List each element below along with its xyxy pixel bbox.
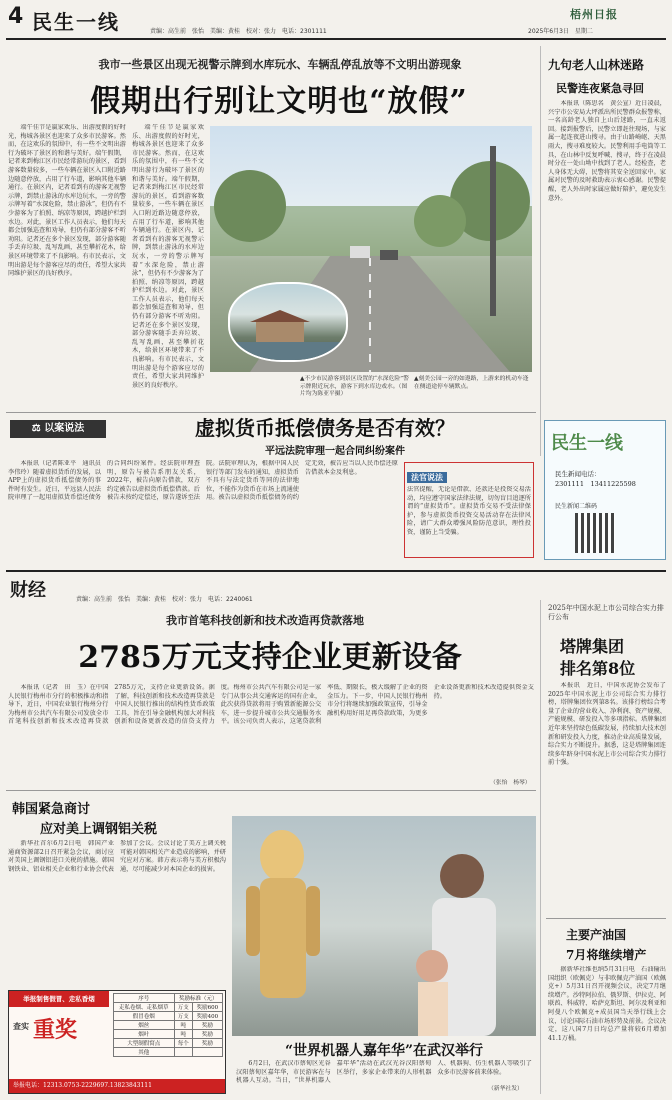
lead-body-cont	[132, 124, 204, 410]
pavilion-illustration	[230, 284, 348, 362]
tobacco-ad	[8, 990, 226, 1094]
lead-headline: 假期出行别让文明也“放假”	[90, 84, 468, 119]
robot-and-visitors-illustration	[232, 816, 536, 1036]
finance-rule	[6, 570, 666, 572]
reward-cell: 奖励	[192, 1030, 222, 1039]
right-top-headline-2: 民警连夜紧急寻回	[556, 82, 644, 95]
judge-sidebar-body: 法官提醒，无论是借款、还款还是投资交易活动，均应遵守国家法律法规，切勿盲目追逐所谓的“虚拟货币”。虚拟货币交易不受法律保护，参与虚拟货币投资交易活动存在法律风险，请广大群众增强风险防范意识，理性投资，谨防上当受骗。	[407, 486, 531, 536]
finance-editors: 责编：高生前 张怡 美编：黄桂 校对：张力 电话：2240061	[76, 596, 253, 603]
ranking-headline-2: 排名第8位	[560, 659, 636, 678]
tobacco-ad-label: 查实	[13, 1021, 29, 1031]
qr-label: 民生新闻二维码	[555, 503, 598, 510]
reward-cell: 吨	[174, 1030, 192, 1039]
section-title: 民生一线	[32, 10, 120, 34]
hotline-label: 民生新闻电话：	[555, 470, 601, 478]
table-row	[114, 1048, 223, 1057]
reward-cell: 万支	[174, 1012, 192, 1021]
reward-cell: 奖励400	[192, 1012, 222, 1021]
reward-cell: 吨	[174, 1021, 192, 1030]
reward-cell: 奖励	[192, 1021, 222, 1030]
editors-line: 责编：高生前 张怡 美编：黄桂 校对：张力 电话：2301111	[150, 28, 327, 35]
law-body-text: 本报讯（记者陈亚平 通讯员李伟玲）随着虚拟货币的发展，以APP上的虚拟货币抵偿债务的事件时有发生。近日，平远县人民法院审理了一起用虚拟货币偿还债务的合同纠纷案件。经法院审理查明，原告与被告系朋友关系，2022年，被告向原告借款，双方约定被告以虚拟货币抵偿借款。后被告未按约定偿还，原告遂诉至法院。法院审理认为，根据中国人民银行等部门发布的通知，虚拟货币不具有与法定货币等同的法律地位，不能作为货币在市场上流通使用。被告以虚拟货币抵偿债务的约定无效，被告应当以人民币偿还原告借款本金及利息。	[8, 460, 398, 502]
reward-cell	[192, 1048, 222, 1057]
header-rule	[6, 38, 666, 40]
opec-body	[548, 966, 666, 1094]
law-column-tag	[10, 420, 106, 438]
table-row	[114, 1021, 223, 1030]
lead-body-text: 端午佳节是嬴家欢乐、出游度假的好时光，梅城各景区也迎来了众多市民游客。然而，在这欢乐的氛围中，有一些不文明出游行为破坏了景区的和谐与美好。端午假期，记者来到梅江区市民经常游玩的景区，看到游客数量较多，一些车辆在景区入口附近路边随意停放，占用了行车道，影响其他车辆通行。在景区内，记者看到有的游客无视警示牌，到禁止游泳的水库边玩水，一旁的警示牌写着“水深危险，禁止游泳”，但仍有不少游客为了拍照、纳凉等原因，跨越护栏到水边。对此，景区工作人员表示，他们每天都会加强巡查和劝导，但仍有部分游客不听劝阻。记者还在多个景区发现，部分游客随手丢弃垃圾、乱写乱画，甚至攀折花木，给景区环境带来了不良影响。有市民表示，文明出游是每个游客应尽的责任，希望大家共同维护景区的良好秩序。	[8, 124, 126, 278]
qr-code-icon[interactable]	[575, 513, 615, 553]
page-header	[0, 0, 672, 40]
reward-cell: 其他	[114, 1048, 175, 1057]
korea-body	[8, 840, 226, 984]
robot-body-text: 6月2日，在武汉市蔡甸区光谷汉阳蔡甸区嘉年华，市民游客在与机器人互动。当日，“世界机器人嘉年华”活动在武汉光谷汉阳蔡甸区举行，多家企业带来的人形机器人、机器狗、仿生机器人等吸引了众多市民游客前来体验。	[236, 1060, 532, 1085]
right-column-divider	[540, 600, 541, 1094]
finance-body	[8, 684, 534, 784]
table-row	[114, 1003, 223, 1012]
table-row	[114, 1030, 223, 1039]
ranking-kicker: 2025年中国水泥上市公司综合实力排行公布	[548, 604, 664, 621]
reward-cell: 万支	[174, 1003, 192, 1012]
korea-headline-1: 韩国紧急商讨	[12, 802, 91, 817]
opec-headline-1: 主要产油国	[566, 928, 627, 942]
reward-cell: 大型制假窝点	[114, 1039, 175, 1048]
page-number: 4	[8, 4, 24, 29]
finance-headline: 2785万元支持企业更新设备	[78, 640, 462, 675]
lead-kicker: 我市一些景区出现无视警示牌到水库玩水、车辆乱停乱放等不文明出游现象	[98, 58, 462, 71]
reward-cell: 奖励	[192, 1039, 222, 1048]
reward-th-0: 序号	[114, 994, 175, 1003]
finance-body-text: 本报讯（记者 田 玉）在中国人民银行梅州市分行的积极推动和指导下，近日，中国农业银行梅州分行为梅州市公共汽车有限公司发放全市首笔科技创新和技术改造再贷款2785万元，支持企业更新设备。据了解，科技创新和技术改造再贷款是中国人民银行推出的结构性货币政策工具，旨在引导金融机构加大对科技创新和设备更新改造的信贷支持力度。梅州市公共汽车有限公司是一家专门从事公共交通客运的国有企业，此次获得贷款将用于购置新能源公交车，进一步提升城市公共交通服务水平。该公司负责人表示，这笔贷款利率低、期限长，极大缓解了企业的资金压力。下一步，中国人民银行梅州市分行将继续加强政策宣传，引导金融机构用好用足再贷款政策，为更多企业设备更新和技术改造提供资金支持。	[8, 684, 534, 726]
lead-photo-caption-1: ▲刻美公园一旁的如遨路，上游来的机动车逢在侧道途停车辆默点。	[414, 376, 529, 390]
korea-headline-2: 应对美上调钢铝关税	[40, 822, 158, 837]
right-top-headline-1: 九句老人山林迷路	[548, 58, 645, 72]
reward-cell: 走私卷烟、走私烟草	[114, 1003, 175, 1012]
opec-headline-2: 7月将继续增产	[566, 948, 647, 962]
opec-body-text: 据新华社维也纳5月31日电 石油输出国组织（欧佩克）与非欧佩克产油国（欧佩克+）5月31日召开视频会议，决定7月继续增产。沙特阿拉伯、俄罗斯、伊拉克、阿联酋、科威特、哈萨克斯坦、阿尔及利亚和阿曼八个欧佩克+成员国当天举行线上会议，讨论国际石油市场形势及前景。会议决定，这八国7月日均总产量将较6月增加41.1万桶。	[548, 966, 666, 1042]
table-row	[114, 1012, 223, 1021]
reward-cell: 每个	[174, 1039, 192, 1048]
right-top-body	[548, 100, 666, 372]
reward-table	[113, 993, 223, 1057]
hotline-title: 民生一线	[551, 433, 623, 454]
newspaper-logo: 梧州日报	[570, 8, 618, 21]
tobacco-ad-reward: 重奖	[33, 1017, 78, 1043]
ranking-body-text: 本报讯 近日，中国水泥协会发布了2025年中国水泥上市公司综合实力排行榜，塔牌集团位列第8名。该排行榜综合考量了企业的营业收入、净利润、资产规模、产能规模、研发投入等多项指标。塔牌集团近年来坚持绿色低碳发展，持续加大技术创新和研发投入力度，推动企业高质量发展，综合实力不断提升。据悉，这是塔牌集团连续多年跻身中国水泥上市公司综合实力排行前十强。	[548, 682, 666, 767]
ranking-headline-1: 塔牌集团	[560, 637, 625, 656]
lead-body-cont-text: 端午佳节是嬴家欢乐、出游度假的好时光，梅城各景区也迎来了众多市民游客。然而，在这欢乐的氛围中，有一些不文明出游行为破坏了景区的和谐与美好。端午假期，记者来到梅江区市民经常游玩的景区，看到游客数量较多，一些车辆在景区入口附近路边随意停放，占用了行车道，影响其他车辆通行。在景区内，记者看到有的游客无视警示牌，到禁止游泳的水库边玩水，一旁的警示牌写着“水深危险，禁止游泳”，但仍有不少游客为了拍照、纳凉等原因，跨越护栏到水边。对此，景区工作人员表示，他们每天都会加强巡查和劝导，但仍有部分游客不听劝阻。记者还在多个景区发现，部分游客随手丢弃垃圾、乱写乱画，甚至攀折花木，给景区环境带来了不良影响。有市民表示，文明出游是每个游客应尽的责任，希望大家共同维护景区的良好秩序。	[132, 124, 204, 389]
reward-th-1: 奖励标准（元）	[174, 994, 222, 1003]
table-row	[114, 1039, 223, 1048]
judge-sidebar	[404, 462, 534, 558]
lead-photo-caption-2: ▲不少市民游客到景区设置的“水深危险”警示牌附近玩水，游客下到水库边戏水。（图片均为陈亚平摄）	[300, 376, 409, 398]
hotline-tel: 2301111 13411225598	[555, 480, 636, 488]
hotline-box	[544, 420, 666, 560]
finance-note: （张怡 杨琴）	[490, 780, 531, 786]
reward-table-header	[114, 994, 223, 1003]
issue-date: 2025年6月3日 星期二	[528, 28, 593, 35]
reward-cell: 烟叶	[114, 1030, 175, 1039]
law-subhead: 平远法院审理一起合同纠纷案件	[265, 446, 405, 457]
law-body	[8, 460, 398, 560]
lead-body	[8, 124, 126, 410]
ranking-body	[548, 682, 666, 912]
reward-cell: 烟丝	[114, 1021, 175, 1030]
inset-photo	[228, 282, 348, 362]
law-headline: 虚拟货币抵偿债务是否有效？	[195, 416, 455, 440]
reward-cell: 奖励600	[192, 1003, 222, 1012]
judge-sidebar-title: 法官说法	[407, 472, 447, 483]
tobacco-ad-tel: 举报电话：12313.0753-2229697.13823843111	[9, 1079, 225, 1093]
robot-credit: （新华社发）	[488, 1086, 523, 1092]
robot-photo	[232, 816, 536, 1036]
column-divider	[540, 46, 541, 456]
right-top-body-text: 本报讯（陈思名 黄公宣）近日凌晨，兴宁市公安局大坪派出所民警群众报警称，一名高龄老人独自上山后迷路，一直未返回。接到报警后，民警立即赶往现场，与家属一起连夜进山搜寻。由于山路崎岖、天黑雨大，搜寻难度较大。民警利用手电筒等工具，在山林中反复呼喊、搜寻，终于在凌晨时分在一处山坳中找到了老人。经检查，老人身体无大碍，民警将其安全送回家中。家属对民警的及时救助表示衷心感谢。民警提醒，老人外出时家属应做好陪护，避免发生意外。	[548, 100, 666, 202]
reward-cell	[174, 1048, 192, 1057]
finance-kicker: 我市首笔科技创新和技术改造再贷款落地	[166, 614, 364, 627]
reward-cell: 假冒卷烟	[114, 1012, 175, 1021]
finance-section-title: 财经	[10, 580, 46, 601]
korea-body-text: 新华社首尔6月2日电 韩国产业通商资源部2日召开紧急会议，商讨应对美国上调钢铝进口关税的措施。韩国钢铁业、铝业相关企业和行业协会代表参加了会议。会议讨论了美方上调关税可能对韩国相关产业造成的影响，并研究应对方案。韩方表示将与美方积极沟通，尽可能减少对本国企业的损害。	[8, 840, 226, 873]
korea-rule	[6, 790, 536, 791]
law-column-name: 以案说法	[44, 423, 85, 434]
gavel-icon: ⚖	[31, 423, 41, 434]
tobacco-ad-top: 举报制售假冒、走私香烟	[9, 991, 109, 1007]
opec-rule	[546, 918, 666, 919]
robot-headline: “世界机器人嘉年华”在武汉举行	[284, 1043, 484, 1059]
